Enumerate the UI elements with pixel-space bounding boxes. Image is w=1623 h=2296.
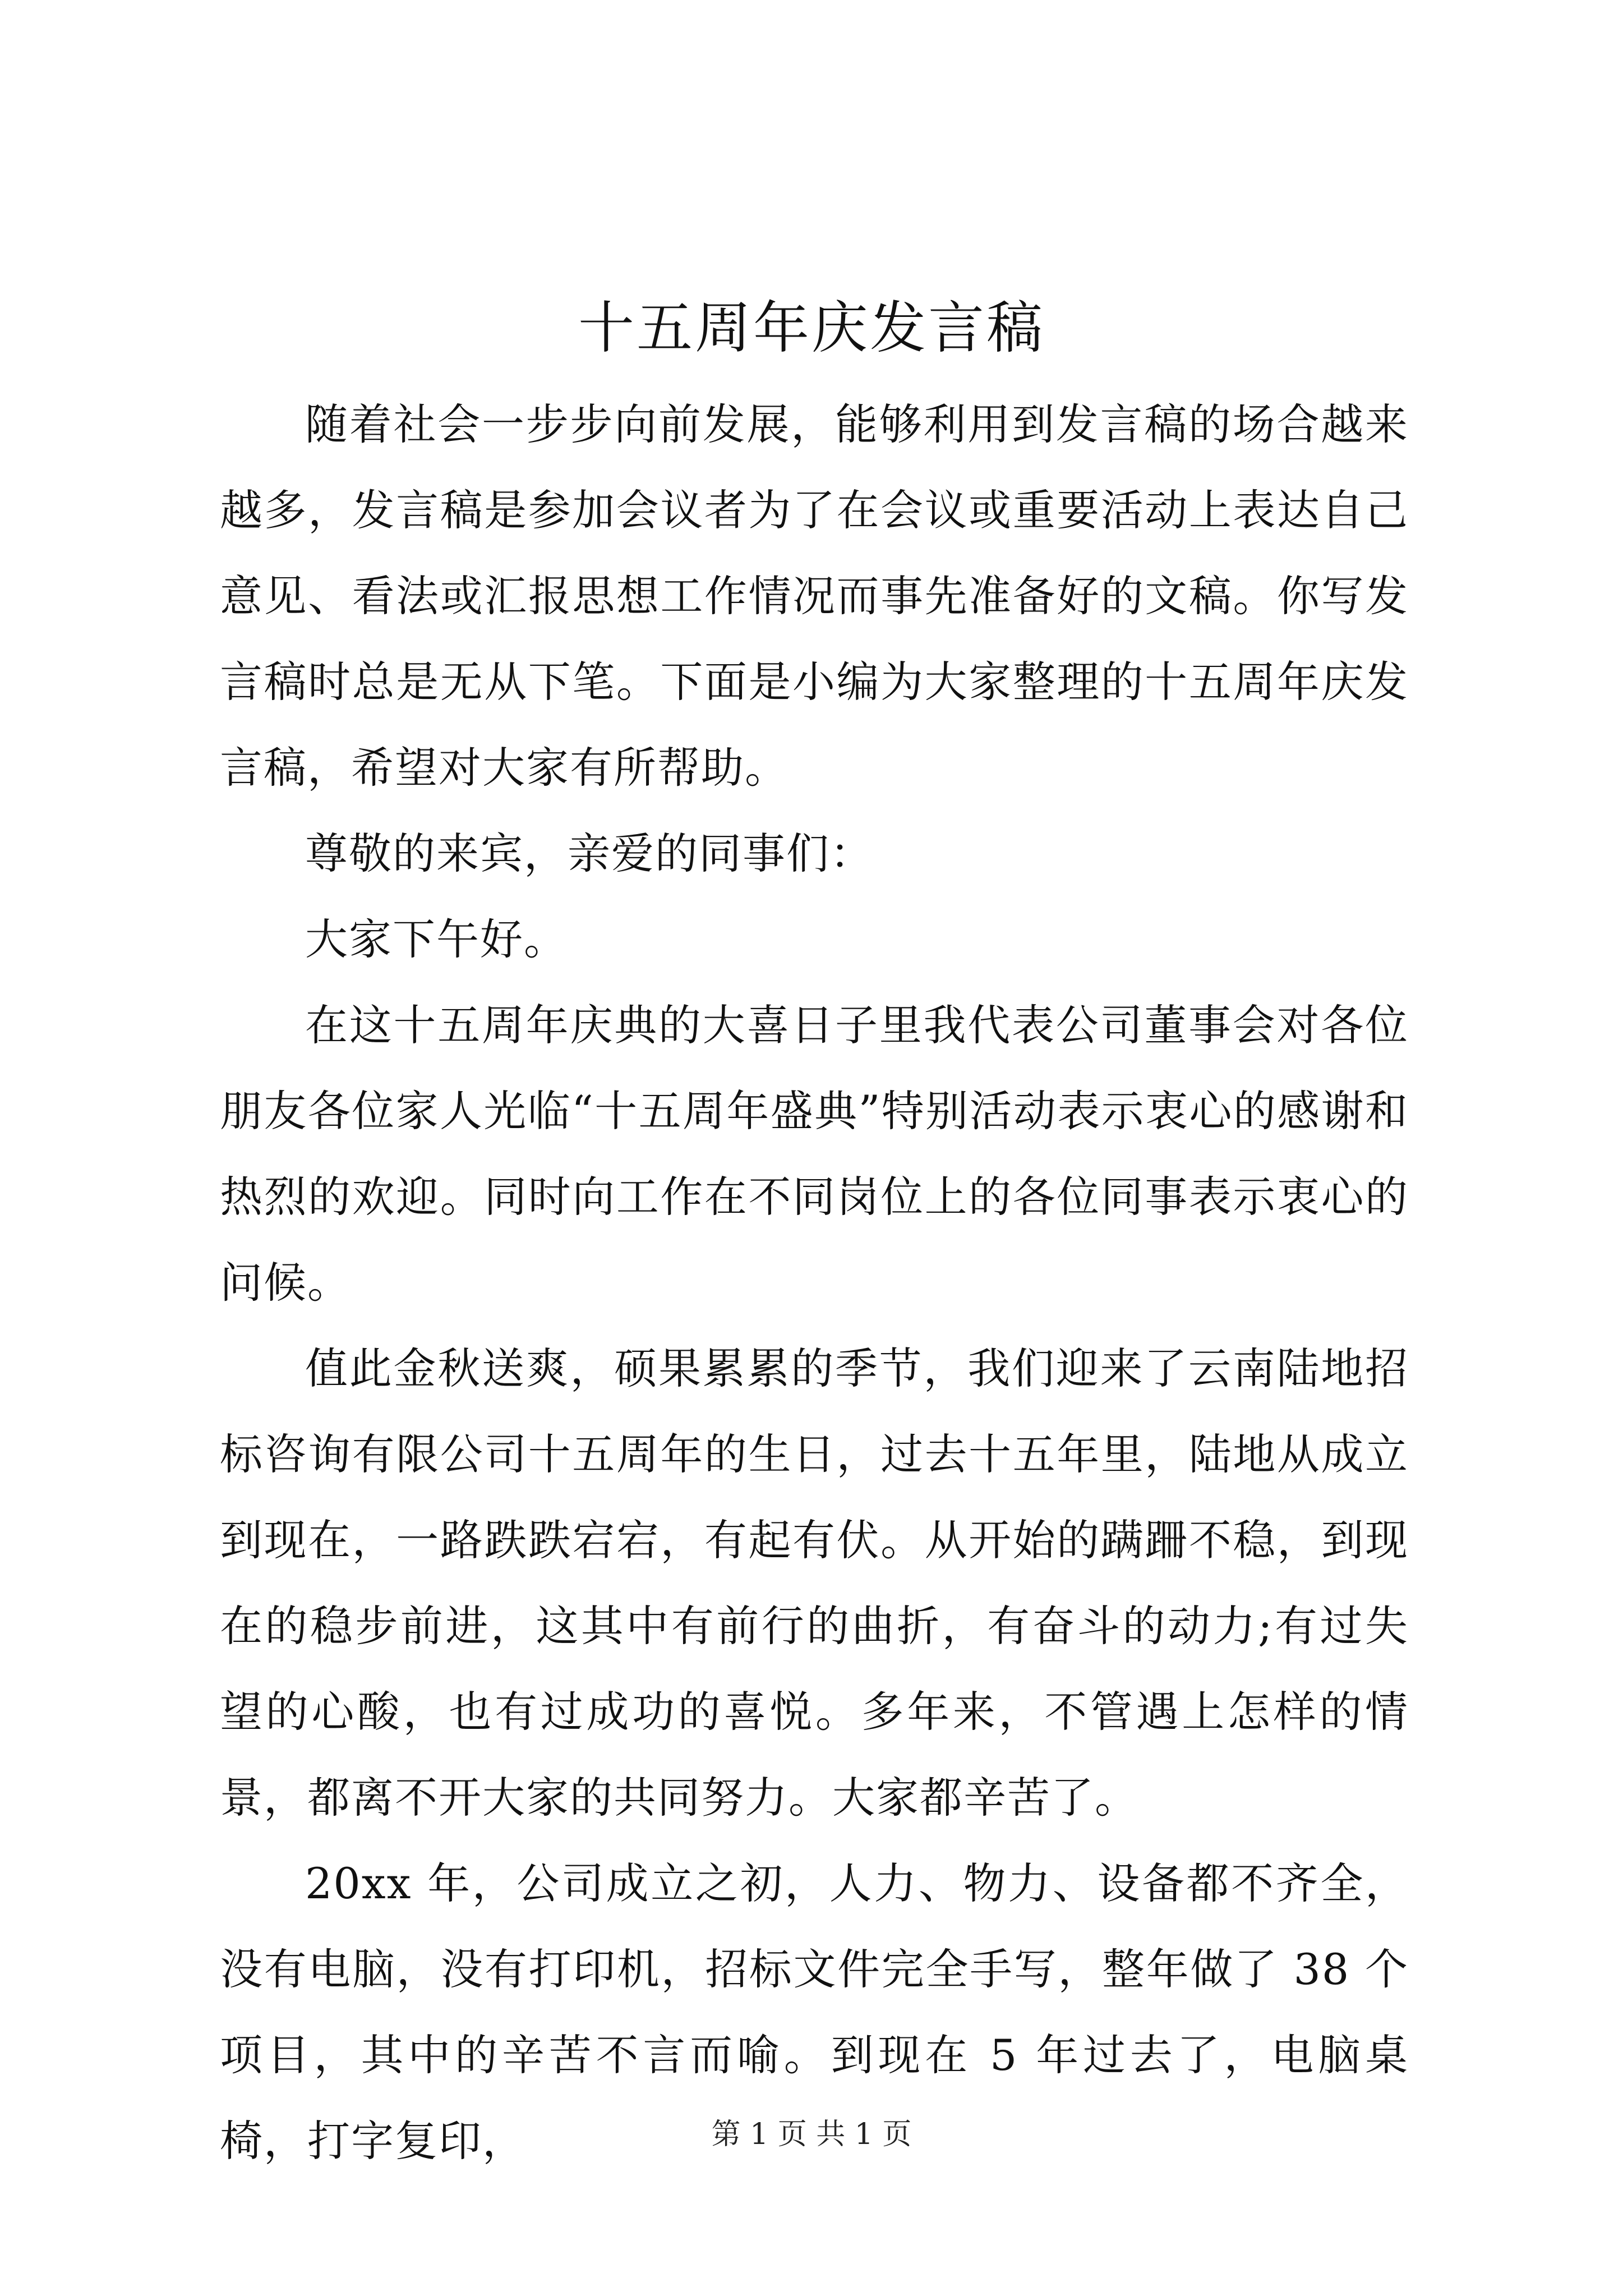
paragraph-salutation: 尊敬的来宾，亲爱的同事们： — [305, 829, 874, 878]
paragraph-greeting: 大家下午好。 — [305, 914, 568, 964]
document-body — [220, 381, 1409, 2184]
page-footer: 第 1 页 共 1 页 — [711, 2118, 912, 2151]
paragraph-intro: 随着社会一步步向前发展，能够利用到发言稿的场合越来越多，发言稿是参加会议者为了在会议或重要活动上表达自己意见、看法或汇报思想工作情况而事先准备好的文稿。你写发言稿时总是无从下笔。下面是小编为大家整理的十五周年庆发言稿，希望对大家有所帮助。 — [220, 399, 1409, 793]
document-title: 十五周年庆发言稿 — [578, 295, 1045, 361]
paragraph-history: 20xx 年，公司成立之初，人力、物力、设备都不齐全，没有电脑，没有打印机，招标文件完全手写，整年做了 38 个项目，其中的辛苦不言而喻。到现在 5 年过去了，电脑桌椅，打字复印， — [220, 1858, 1409, 2166]
paragraph-welcome: 在这十五周年庆典的大喜日子里我代表公司董事会对各位朋友各位家人光临“十五周年盛典”特别活动表示衷心的感谢和热烈的欢迎。同时向工作在不同岗位上的各位同事表示衷心的问候。 — [220, 1000, 1409, 1308]
paragraph-anniversary: 值此金秋送爽，硕果累累的季节，我们迎来了云南陆地招标咨询有限公司十五周年的生日，过去十五年里，陆地从成立到现在，一路跌跌宕宕，有起有伏。从开始的蹒跚不稳，到现在的稳步前进，这其中有前行的曲折，有奋斗的动力;有过失望的心酸，也有过成功的喜悦。多年来，不管遇上怎样的情景，都离不开大家的共同努力。大家都辛苦了。 — [220, 1343, 1409, 1823]
